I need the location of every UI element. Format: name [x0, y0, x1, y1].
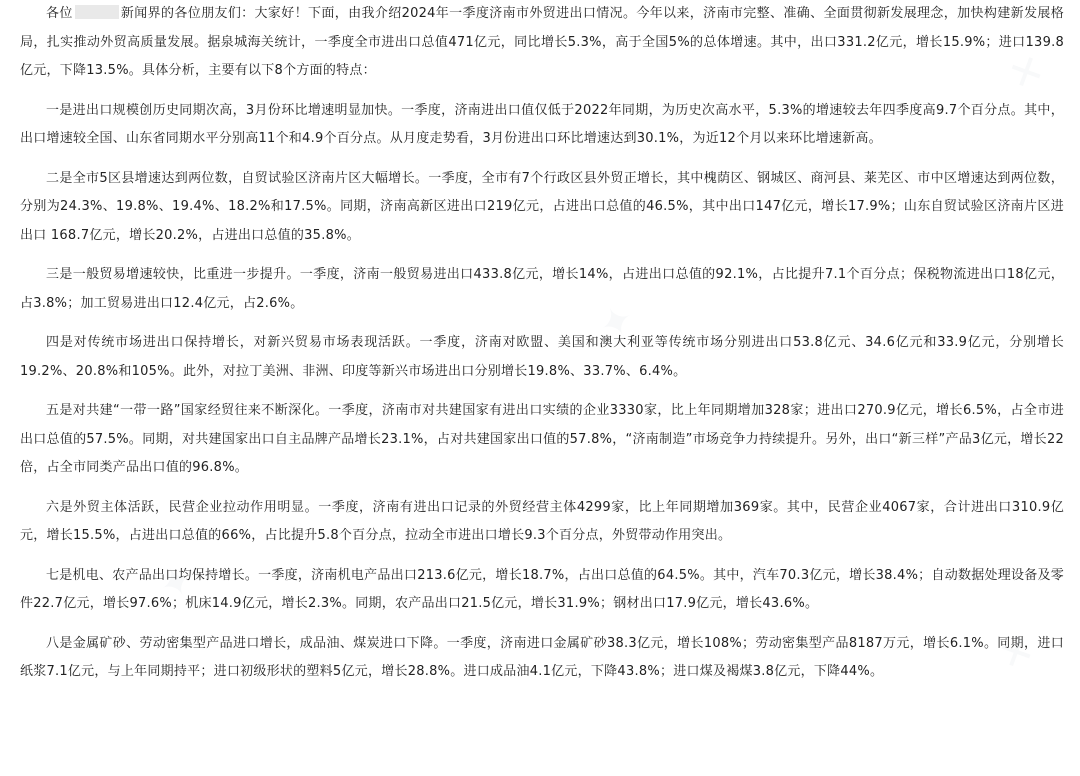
- watermark-mark: ✕: [991, 625, 1042, 681]
- article-body: [20, 0, 1064, 776]
- intro-prefix: 各位: [46, 6, 73, 21]
- point-1-paragraph: 一是进出口规模创历史同期次高，3月份环比增速明显加快。一季度，济南进出口值仅低于2022年同期，为历史次高水平，5.3%的增速较去年四季度高9.7个百分点。其中，出口增速较全国、山东省同期水平分别高11个和4.9个百分点。从月度走势看，3月份进出口环比增速达到30.1%，为近12个月以来环比增速新高。: [20, 102, 1064, 146]
- point-7-paragraph: 七是机电、农产品出口均保持增长。一季度，济南机电产品出口213.6亿元，增长18.7%，占出口总值的64.5%。其中，汽车70.3亿元，增长38.4%；自动数据处理设备及零件22.7亿元，增长97.6%；机床14.9亿元，增长2.3%。同期，农产品出口21.5亿元，增长31.9%；钢材出口17.9亿元，增长43.6%。: [20, 567, 1064, 611]
- watermark-mark: ✦: [591, 295, 642, 351]
- point-2-paragraph: 二是全市5区县增速达到两位数，自贸试验区济南片区大幅增长。一季度，全市有7个行政区县外贸正增长，其中槐荫区、钢城区、商河县、莱芜区、市中区增速达到两位数，分别为24.3%、19.8%、19.4%、18.2%和17.5%。同期，济南高新区进出口219亿元，占进出口总值的46.5%，其中出口147亿元，增长17.9%；山东自贸试验区济南片区进出口 168.7亿元，增长20.2%，占进出口总值的35.8%。: [20, 170, 1064, 243]
- point-5-paragraph: 五是对共建“一带一路”国家经贸往来不断深化。一季度，济南市对共建国家有进出口实绩的企业3330家，比上年同期增加328家；进出口270.9亿元，增长6.5%，占全市进出口总值的57.5%。同期，对共建国家出口自主品牌产品增长23.1%，占对共建国家出口值的57.8%，“济南制造”市场竞争力持续提升。另外，出口“新三样”产品3亿元，增长22倍，占全市同类产品出口值的96.8%。: [20, 403, 1064, 475]
- intro-text: 新闻界的各位朋友们：大家好！下面，由我介绍2024年一季度济南市外贸进出口情况。今年以来，济南市完整、准确、全面贯彻新发展理念，加快构建新发展格局，扎实推动外贸高质量发展。据泉城海关统计，一季度全市进出口总值471亿元，同比增长5.3%，高于全国5%的总体增速。其中，出口331.2亿元，增长15.9%；进口139.8亿元，下降13.5%。具体分析，主要有以下8个方面的特点：: [20, 6, 1064, 78]
- watermark-mark: ✕: [1001, 45, 1052, 101]
- redacted-text-block: [75, 5, 119, 19]
- point-3-paragraph: 三是一般贸易增速较快，比重进一步提升。一季度，济南一般贸易进出口433.8亿元，增长14%，占进出口总值的92.1%，占比提升7.1个百分点；保税物流进出口18亿元，占3.8%；加工贸易进出口12.4亿元，占2.6%。: [20, 267, 1064, 311]
- point-4-paragraph: 四是对传统市场进出口保持增长，对新兴贸易市场表现活跃。一季度，济南对欧盟、美国和澳大利亚等传统市场分别进出口53.8亿元、34.6亿元和33.9亿元，分别增长19.2%、20.8%和105%。此外，对拉丁美洲、非洲、印度等新兴市场进出口分别增长19.8%、33.7%、6.4%。: [20, 335, 1064, 379]
- point-8-paragraph: 八是金属矿砂、劳动密集型产品进口增长，成品油、煤炭进口下降。一季度，济南进口金属矿砂38.3亿元，增长108%；劳动密集型产品8187万元，增长6.1%。同期，进口纸浆7.1亿元，与上年同期持平；进口初级形状的塑料5亿元，增长28.8%。进口成品油4.1亿元，下降43.8%；进口煤及褐煤3.8亿元，下降44%。: [20, 635, 1064, 679]
- intro-paragraph: [20, 0, 1064, 86]
- watermark-mark: ✦: [151, 555, 202, 611]
- point-6-paragraph: 六是外贸主体活跃，民营企业拉动作用明显。一季度，济南有进出口记录的外贸经营主体4299家，比上年同期增加369家。其中，民营企业4067家，合计进出口310.9亿元，增长15.5%，占进出口总值的66%，占比提升5.8个百分点，拉动全市进出口增长9.3个百分点，外贸带动作用突出。: [20, 499, 1064, 543]
